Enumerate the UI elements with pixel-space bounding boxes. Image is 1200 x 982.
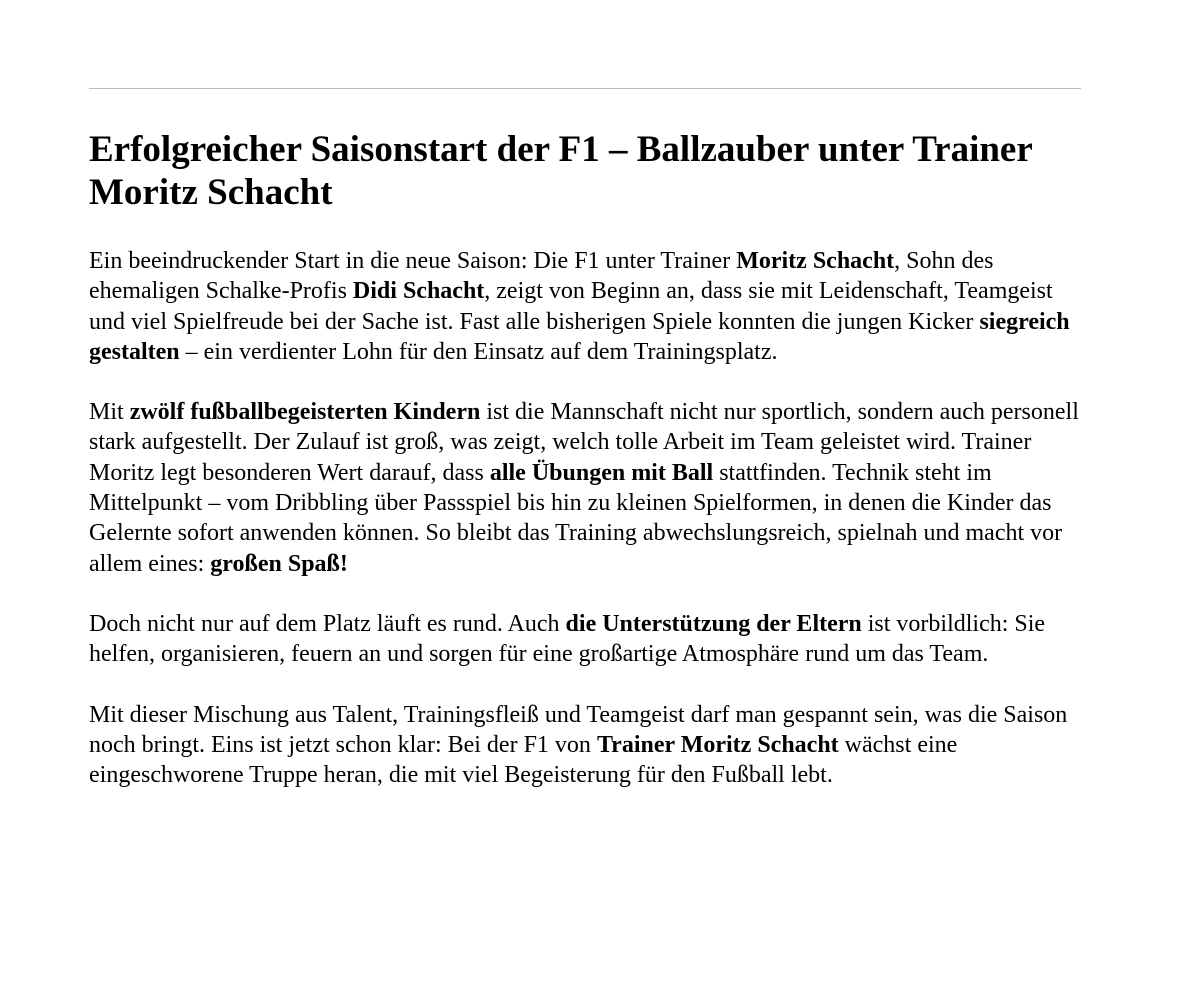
paragraph-text: wächst eine eingeschworene Truppe heran, die mit viel Begeisterung für den Fußball lebt. <box>89 731 958 789</box>
paragraph-text: , Sohn des ehemaligen Schalke-Profis <box>89 248 994 305</box>
article-title: Erfolgreicher Saisonstart der F1 – Ballzauber unter Trainer Moritz Schacht <box>89 129 1033 213</box>
article <box>89 88 1081 790</box>
bold-text: alle Übungen mit Ball <box>489 459 714 486</box>
paragraph-text: Mit dieser Mischung aus Talent, Trainingsfleiß und Teamgeist darf man gespannt sein, was die Saison noch bringt. Eins ist jetzt schon klar: Bei der F1 von <box>89 701 1068 758</box>
article-paragraph-2 <box>89 397 1081 579</box>
horizontal-divider <box>89 88 1081 89</box>
article-paragraph-1 <box>89 246 1081 367</box>
paragraph-text: Doch nicht nur auf dem Platz läuft es rund. Auch <box>89 610 566 637</box>
paragraph-text: ist vorbildlich: Sie helfen, organisieren, feuern an und sorgen für eine großartige Atmosphäre rund um das Team. <box>89 610 1046 668</box>
bold-text: zwölf fußballbegeisterten Kindern <box>129 399 481 426</box>
bold-text: Moritz Schacht <box>736 248 895 274</box>
bold-text: die Unterstützung der Eltern <box>565 610 862 637</box>
bold-text: Trainer Moritz Schacht <box>596 731 839 758</box>
paragraph-text: Mit <box>89 399 130 426</box>
article-paragraph-4 <box>89 700 1081 791</box>
article-paragraph-3 <box>89 609 1081 670</box>
bold-text: siegreich gestalten <box>89 308 1070 365</box>
paragraph-text: ist die Mannschaft nicht nur sportlich, sondern auch personell stark aufgestellt. Der Zulauf ist groß, was zeigt, welch tolle Arbeit im Team geleistet wird. Trainer Moritz legt besonderen Wert darauf, dass <box>89 399 1079 486</box>
paragraph-text: stattfinden. Technik steht im Mittelpunkt – vom Dribbling über Passspiel bis hin zu kleinen Spielformen, in denen die Kinder das Gelernte sofort anwenden können. So bleibt das Training abwechslungsreich, spielnah und macht vor allem eines: <box>89 459 1063 577</box>
paragraph-text: – ein verdienter Lohn für den Einsatz auf dem Trainingsplatz. <box>179 338 778 365</box>
paragraph-text: Ein beeindruckender Start in die neue Saison: Die F1 unter Trainer <box>89 248 737 274</box>
bold-text: großen Spaß! <box>210 550 348 577</box>
bold-text: Didi Schacht <box>352 278 485 305</box>
paragraph-text: , zeigt von Beginn an, dass sie mit Leidenschaft, Teamgeist und viel Spielfreude bei der Sache ist. Fast alle bisherigen Spiele konnten die jungen Kicker <box>89 278 1053 335</box>
